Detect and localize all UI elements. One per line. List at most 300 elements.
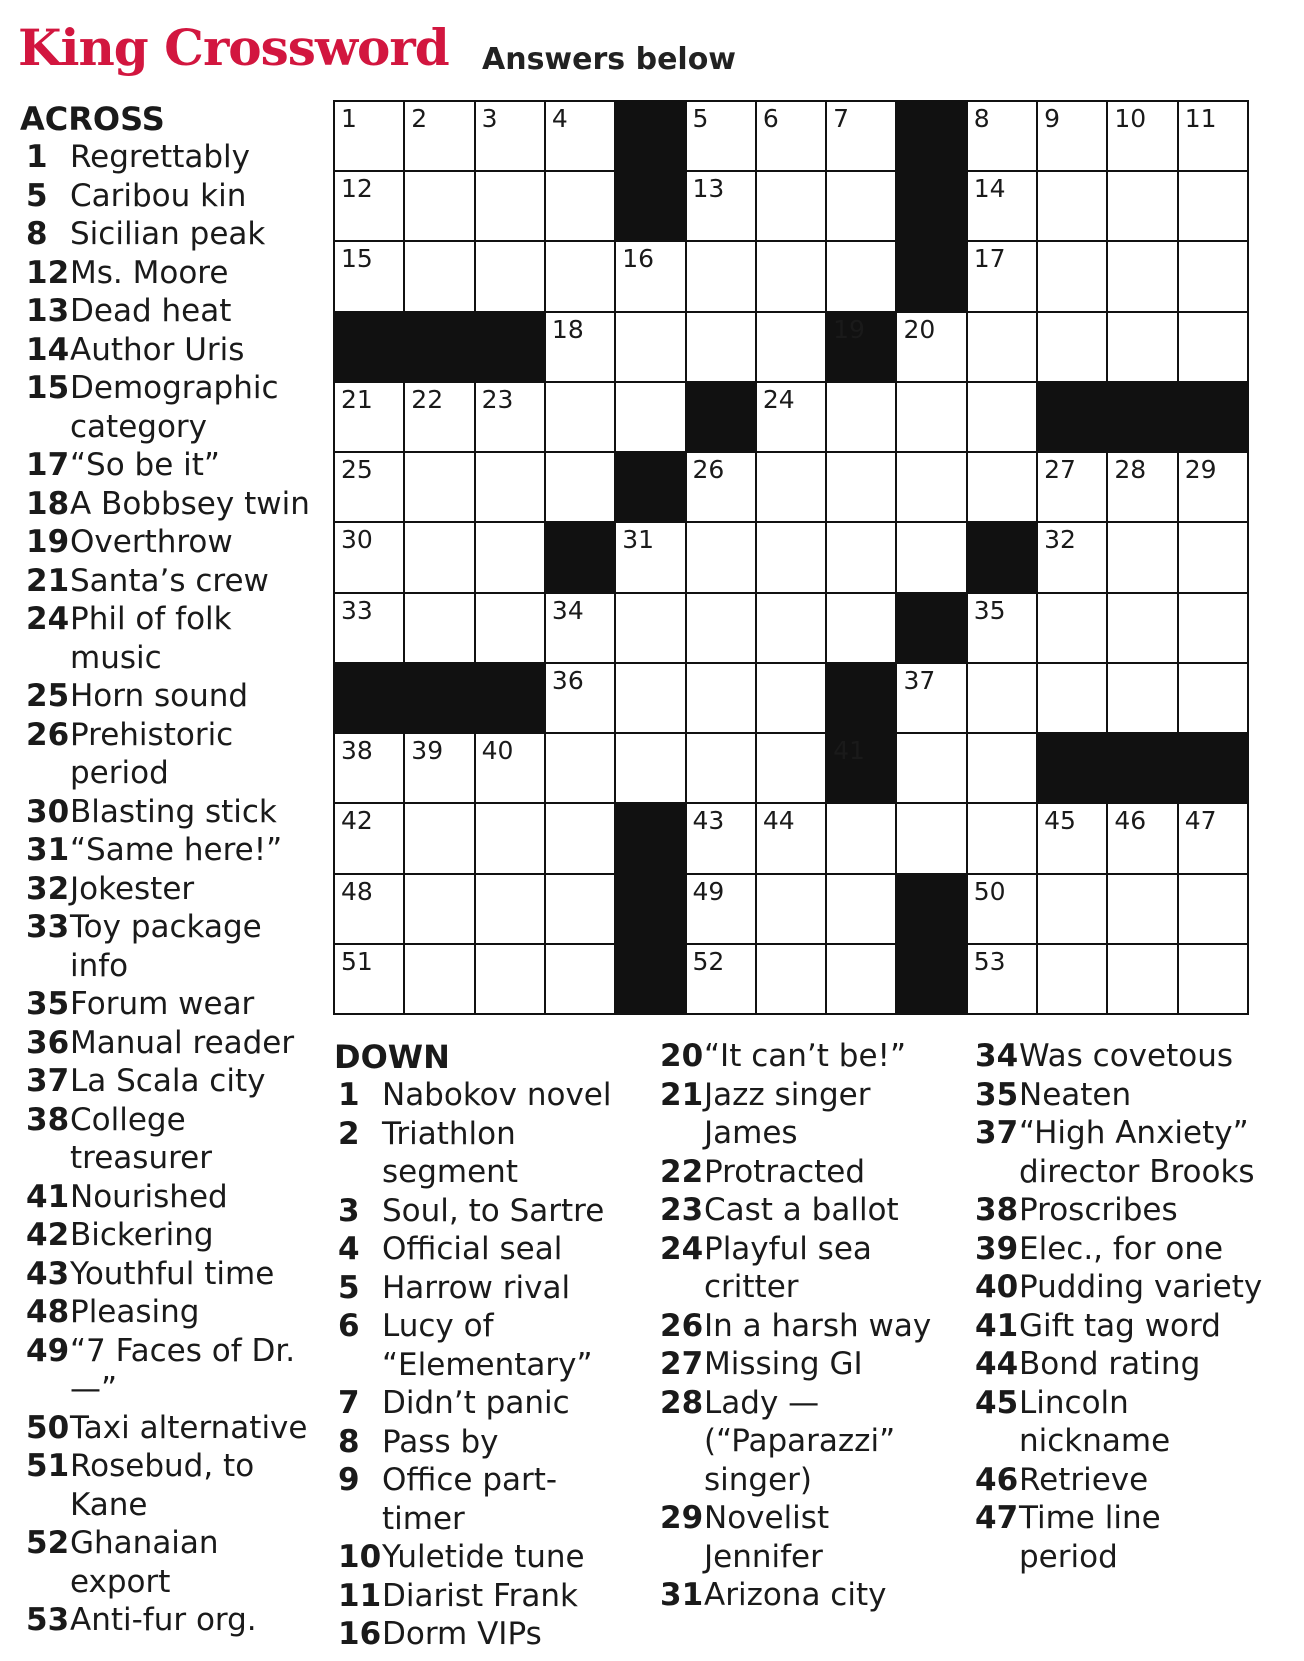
grid-cell[interactable] [335,734,403,802]
clue-number: 6 [338,1308,360,1344]
clue-item [338,1538,638,1577]
grid-cell[interactable] [968,875,1036,943]
grid-cell[interactable] [1179,172,1247,240]
grid-cell[interactable] [687,945,755,1013]
grid-cell[interactable] [897,313,965,381]
black-square [1179,383,1247,451]
clue-text: Toy package info [70,909,262,984]
clue-number: 26 [660,1307,704,1344]
clue-number: 33 [26,909,70,945]
clue-item [338,1423,638,1462]
grid-cell[interactable] [897,664,965,732]
grid-cell[interactable] [1108,594,1176,662]
grid-cell[interactable] [687,664,755,732]
grid-cell[interactable] [1179,664,1247,732]
clue-number: 44 [975,1346,1019,1382]
clue-item [660,1076,950,1153]
grid-cell[interactable] [546,734,614,802]
grid-cell[interactable] [616,383,684,451]
clue-item [338,1192,638,1231]
grid-cell[interactable] [476,945,544,1013]
clue-text: Protracted [704,1153,866,1190]
cell-number: 33 [341,595,373,625]
clue-item [26,831,316,870]
clue-item [338,1269,638,1308]
grid-cell[interactable] [827,945,895,1013]
clue-item [26,870,316,909]
grid-cell[interactable] [616,664,684,732]
grid-cell[interactable] [1038,523,1106,591]
grid-cell[interactable] [476,594,544,662]
clue-item [26,1216,316,1255]
clue-number: 47 [975,1500,1019,1536]
clue-text: Triathlon segment [382,1115,518,1190]
clue-item [975,1461,1265,1500]
clue-number: 9 [338,1462,360,1498]
grid-cell[interactable] [476,453,544,521]
clue-text: Diarist Frank [382,1577,578,1614]
clue-item [975,1114,1265,1191]
grid-cell[interactable] [546,945,614,1013]
clue-number: 37 [975,1115,1019,1151]
clue-text: Overthrow [70,524,233,560]
clue-number: 45 [975,1384,1019,1421]
cell-number: 1 [341,104,357,133]
grid-cell[interactable] [687,172,755,240]
black-square [1038,383,1106,451]
grid-cell[interactable] [546,594,614,662]
grid-cell[interactable] [476,804,544,872]
clue-number: 32 [26,870,70,907]
grid-cell[interactable] [897,804,965,872]
grid-cell[interactable] [968,313,1036,381]
clue-item [26,1447,316,1524]
clue-item [26,562,316,601]
grid-cell[interactable] [1108,523,1176,591]
grid-cell[interactable] [335,804,403,872]
clue-number: 11 [338,1577,382,1614]
grid-cell[interactable] [757,172,825,240]
clue-text: College treasurer [70,1101,212,1176]
grid-cell[interactable] [405,172,473,240]
clue-item [338,1577,638,1616]
grid-cell[interactable] [1108,664,1176,732]
clue-item [26,215,316,254]
grid-cell[interactable] [335,875,403,943]
clue-text: Bickering [70,1217,214,1253]
grid-cell[interactable] [827,172,895,240]
grid-cell[interactable] [616,242,684,310]
clue-text: Soul, to Sartre [382,1192,605,1229]
clue-text: Blasting stick [70,793,277,830]
clue-text: Lincoln nickname [1019,1384,1171,1459]
across-clue-list [26,138,316,1640]
grid-cell[interactable] [405,102,473,170]
clue-number: 36 [26,1024,70,1061]
grid-cell[interactable] [968,102,1036,170]
clue-text: Harrow rival [382,1269,571,1306]
cell-number: 15 [341,244,373,274]
grid-cell[interactable] [827,383,895,451]
clue-item [26,1293,316,1332]
black-square [687,383,755,451]
black-square [616,172,684,240]
grid-cell[interactable] [827,594,895,662]
black-square [827,734,895,802]
clue-text: Retrieve [1019,1461,1149,1498]
grid-cell[interactable] [476,102,544,170]
grid-cell[interactable] [405,523,473,591]
clue-number: 19 [26,524,70,560]
clue-item [975,1268,1265,1307]
grid-cell[interactable] [968,383,1036,451]
cell-number: 22 [411,384,444,414]
grid-cell[interactable] [335,383,403,451]
grid-cell[interactable] [405,453,473,521]
clue-item [975,1191,1265,1230]
grid-cell[interactable] [897,734,965,802]
black-square [827,313,895,381]
grid-cell[interactable] [968,664,1036,732]
grid-cell[interactable] [616,313,684,381]
clue-number: 23 [660,1192,704,1228]
grid-cell[interactable] [687,313,755,381]
clue-item [26,1101,316,1178]
grid-cell[interactable] [687,734,755,802]
clue-text: Forum wear [70,986,255,1022]
grid-cell[interactable] [1179,875,1247,943]
grid-cell[interactable] [1108,804,1176,872]
clue-item [338,1307,638,1384]
grid-cell[interactable] [405,242,473,310]
cell-number: 32 [1044,525,1076,555]
clue-number: 38 [26,1101,70,1138]
cell-number: 6 [762,104,779,133]
clue-text: Regrettably [70,139,250,175]
grid-cell[interactable] [757,383,825,451]
grid-cell[interactable] [968,172,1036,240]
grid-cell[interactable] [757,102,825,170]
clue-number: 20 [660,1038,704,1074]
clue-item [26,1601,316,1640]
clue-text: A Bobbsey twin [70,485,310,522]
grid-cell[interactable] [546,242,614,310]
clue-item [26,1332,316,1409]
grid-cell[interactable] [1179,102,1247,170]
clue-item [26,331,316,370]
cell-number: 23 [481,384,514,414]
black-square [616,102,684,170]
clue-item [660,1037,950,1076]
grid-cell[interactable] [1038,804,1106,872]
grid-cell[interactable] [476,172,544,240]
cell-number: 28 [1114,455,1147,485]
grid-cell[interactable] [546,875,614,943]
clue-item [660,1345,950,1384]
cell-number: 24 [762,384,795,414]
clue-number: 34 [975,1038,1019,1074]
clue-number: 21 [660,1076,704,1113]
clue-number: 27 [660,1346,704,1382]
clue-text: Dorm VIPs [382,1616,542,1652]
grid-cell[interactable] [827,102,895,170]
cell-number: 18 [551,314,584,344]
grid-cell[interactable] [827,875,895,943]
cell-number: 29 [1184,455,1217,485]
grid-cell[interactable] [546,453,614,521]
clue-item [26,1178,316,1217]
grid-cell[interactable] [1108,313,1176,381]
grid-cell[interactable] [757,313,825,381]
grid-cell[interactable] [687,102,755,170]
grid-cell[interactable] [968,594,1036,662]
grid-cell[interactable] [757,523,825,591]
cell-number: 36 [551,665,584,695]
grid-cell[interactable] [335,102,403,170]
clue-text: Horn sound [70,678,249,714]
grid-cell[interactable] [1108,172,1176,240]
grid-cell[interactable] [1038,664,1106,732]
clue-text: Nabokov novel [382,1077,612,1113]
clue-text: Arizona city [704,1577,887,1613]
grid-cell[interactable] [968,453,1036,521]
grid-cell[interactable] [405,804,473,872]
clue-number: 24 [26,601,70,637]
clue-item [26,446,316,485]
grid-cell[interactable] [757,875,825,943]
clue-number: 14 [26,331,70,368]
grid-cell[interactable] [476,242,544,310]
cell-number: 4 [551,104,568,133]
cell-number: 41 [833,736,865,766]
clue-item [338,1230,638,1269]
cell-number: 11 [1184,104,1217,133]
grid-cell[interactable] [968,945,1036,1013]
grid-cell[interactable] [968,734,1036,802]
grid-cell[interactable] [335,594,403,662]
clue-number: 13 [26,293,70,329]
clue-text: Missing GI [704,1346,863,1382]
grid-cell[interactable] [1038,242,1106,310]
grid-cell[interactable] [335,242,403,310]
clue-number: 10 [338,1539,382,1575]
black-square [897,172,965,240]
grid-cell[interactable] [1108,945,1176,1013]
clue-text: Jokester [70,870,195,907]
clue-number: 26 [26,716,70,753]
black-square [827,664,895,732]
black-square [616,453,684,521]
clue-text: Prehistoric period [70,716,234,791]
grid-cell[interactable] [335,453,403,521]
black-square [968,523,1036,591]
grid-cell[interactable] [546,664,614,732]
clue-item [26,485,316,524]
down-clue-list-1 [338,1076,638,1654]
clue-item [660,1499,950,1576]
grid-cell[interactable] [476,875,544,943]
clue-text: Youthful time [70,1255,275,1292]
black-square [1038,734,1106,802]
grid-cell[interactable] [405,734,473,802]
clue-text: Taxi alternative [70,1409,308,1446]
black-square [405,313,473,381]
cell-number: 7 [833,104,850,133]
black-square [476,664,544,732]
clue-text: Office part-timer [382,1462,558,1537]
grid-cell[interactable] [405,383,473,451]
clue-number: 37 [26,1063,70,1099]
clue-item [975,1384,1265,1461]
grid-cell[interactable] [757,594,825,662]
grid-cell[interactable] [757,945,825,1013]
grid-cell[interactable] [335,523,403,591]
black-square [897,102,965,170]
grid-cell[interactable] [1179,523,1247,591]
grid-cell[interactable] [827,523,895,591]
clue-number: 30 [26,793,70,830]
grid-cell[interactable] [1179,453,1247,521]
cell-number: 20 [903,314,936,344]
grid-cell[interactable] [1179,945,1247,1013]
black-square [897,875,965,943]
cell-number: 39 [411,736,444,766]
grid-cell[interactable] [405,945,473,1013]
clue-number: 8 [338,1423,360,1460]
grid-cell[interactable] [687,523,755,591]
black-square [616,875,684,943]
grid-cell[interactable] [897,383,965,451]
clue-item [26,1024,316,1063]
clue-item [26,523,316,562]
clue-number: 42 [26,1217,70,1253]
across-heading: ACROSS [20,100,165,138]
grid-cell[interactable] [687,594,755,662]
grid-cell[interactable] [1179,242,1247,310]
clue-text: Yuletide tune [382,1539,585,1575]
cell-number: 16 [622,244,655,274]
cell-number: 12 [341,174,373,204]
grid-cell[interactable] [1038,172,1106,240]
grid-cell[interactable] [476,523,544,591]
grid-cell[interactable] [546,383,614,451]
clue-number: 43 [26,1255,70,1292]
grid-cell[interactable] [1179,313,1247,381]
grid-cell[interactable] [968,242,1036,310]
grid-cell[interactable] [757,804,825,872]
clue-number: 35 [26,986,70,1022]
down-clue-list-3 [975,1037,1265,1576]
clue-item [26,908,316,985]
clue-number: 5 [26,177,48,214]
clue-item [26,254,316,293]
grid-cell[interactable] [476,383,544,451]
down-heading: DOWN [334,1038,450,1076]
clue-number: 28 [660,1384,704,1421]
clue-item [338,1115,638,1192]
clue-number: 46 [975,1461,1019,1498]
clue-item [26,1062,316,1101]
grid-cell[interactable] [1038,875,1106,943]
clue-number: 7 [338,1385,360,1421]
grid-cell[interactable] [1179,594,1247,662]
grid-cell[interactable] [757,664,825,732]
grid-cell[interactable] [1108,875,1176,943]
cell-number: 49 [692,876,725,906]
grid-cell[interactable] [757,453,825,521]
clue-item [660,1153,950,1192]
cell-number: 40 [481,736,514,766]
grid-cell[interactable] [827,453,895,521]
cell-number: 26 [692,455,725,485]
grid-cell[interactable] [1108,242,1176,310]
clue-item [338,1076,638,1115]
grid-cell[interactable] [687,453,755,521]
clue-text: Author Uris [70,331,245,368]
cell-number: 47 [1184,806,1217,836]
black-square [335,313,403,381]
clue-number: 31 [26,832,70,868]
clue-text: Sicilian peak [70,216,266,252]
clue-text: Official seal [382,1231,563,1267]
grid-cell[interactable] [1038,102,1106,170]
grid-cell[interactable] [335,945,403,1013]
cell-number: 9 [1044,104,1060,133]
grid-cell[interactable] [968,804,1036,872]
grid-cell[interactable] [1038,313,1106,381]
black-square [1108,734,1176,802]
grid-cell[interactable] [1179,804,1247,872]
grid-cell[interactable] [757,734,825,802]
grid-cell[interactable] [1108,453,1176,521]
grid-cell[interactable] [546,804,614,872]
cell-number: 10 [1114,104,1147,133]
clue-item [975,1076,1265,1115]
grid-cell[interactable] [616,523,684,591]
grid-cell[interactable] [616,734,684,802]
grid-cell[interactable] [405,875,473,943]
grid-cell[interactable] [1108,102,1176,170]
grid-cell[interactable] [897,523,965,591]
grid-cell[interactable] [546,313,614,381]
grid-cell[interactable] [827,804,895,872]
clue-item [26,1409,316,1448]
grid-cell[interactable] [616,594,684,662]
grid-cell[interactable] [335,172,403,240]
grid-cell[interactable] [757,242,825,310]
grid-cell[interactable] [546,172,614,240]
grid-cell[interactable] [1038,945,1106,1013]
clue-number: 52 [26,1525,70,1561]
clue-text: La Scala city [70,1063,266,1099]
cell-number: 8 [973,104,990,133]
cell-number: 17 [973,244,1006,274]
grid-cell[interactable] [1038,594,1106,662]
grid-cell[interactable] [687,804,755,872]
grid-cell[interactable] [687,875,755,943]
clue-text: Novelist Jennifer [704,1500,830,1575]
grid-cell[interactable] [476,734,544,802]
clue-text: Manual reader [70,1024,295,1061]
grid-cell[interactable] [897,453,965,521]
grid-cell[interactable] [546,102,614,170]
clue-text: Ms. Moore [70,254,229,291]
clue-text: Proscribes [1019,1192,1178,1228]
grid-cell[interactable] [687,242,755,310]
grid-cell[interactable] [405,594,473,662]
grid-cell[interactable] [1038,453,1106,521]
grid-cell[interactable] [827,242,895,310]
